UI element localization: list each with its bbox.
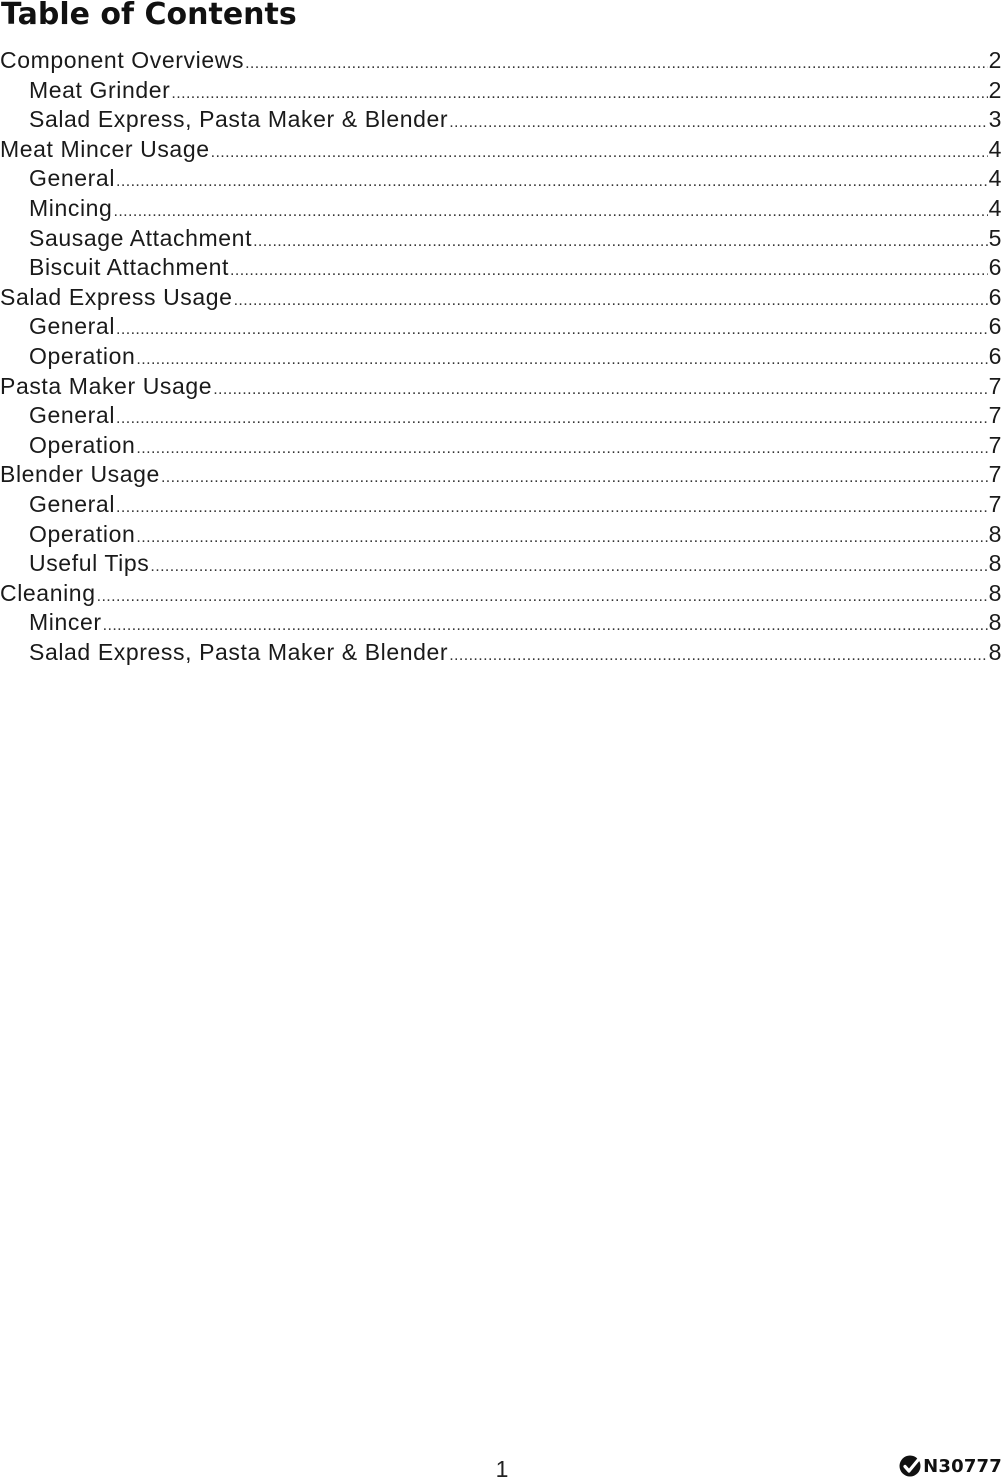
toc-entry-page: 7 — [988, 402, 1002, 429]
toc-entry[interactable] — [0, 520, 1002, 550]
toc-entry-page: 3 — [988, 106, 1002, 133]
dot-leader — [150, 552, 987, 579]
toc-entry-label: Operation — [29, 520, 136, 547]
toc-entry-page: 8 — [988, 638, 1002, 665]
toc-entry[interactable] — [0, 135, 1002, 165]
dot-leader — [116, 404, 988, 431]
toc-entry[interactable] — [0, 283, 1002, 313]
toc-entry-label: Cleaning — [0, 579, 96, 606]
dot-leader — [211, 138, 988, 165]
toc-entry-label: Operation — [29, 431, 136, 458]
toc-entry[interactable] — [0, 460, 1002, 490]
toc-entry-page: 7 — [988, 431, 1002, 458]
dot-leader — [171, 79, 987, 106]
toc-entry-label: Meat Grinder — [29, 76, 171, 103]
toc-entry-page: 6 — [988, 283, 1002, 310]
toc-entry-page: 4 — [988, 135, 1002, 162]
toc-entry-label: General — [29, 490, 116, 517]
toc-entry-label: General — [29, 165, 116, 192]
toc-entry-label: Salad Express, Pasta Maker & Blender — [29, 638, 449, 665]
toc-entry-label: Biscuit Attachment — [29, 254, 229, 281]
toc-entry[interactable] — [0, 401, 1002, 431]
dot-leader — [113, 197, 987, 224]
toc-entry-label: Sausage Attachment — [29, 224, 253, 251]
toc-entry-page: 2 — [988, 47, 1002, 73]
toc-entry-page: 7 — [988, 490, 1002, 517]
toc-entry[interactable] — [0, 312, 1002, 342]
toc-entry-page: 2 — [988, 76, 1002, 103]
toc-entry[interactable] — [0, 490, 1002, 520]
toc-entry[interactable] — [0, 164, 1002, 194]
toc-entry[interactable] — [0, 579, 1002, 609]
toc-entry-page: 7 — [988, 372, 1002, 399]
toc-entry-label: Useful Tips — [29, 550, 150, 577]
toc-entry-label: Mincer — [29, 609, 102, 636]
toc-entry[interactable] — [0, 638, 1002, 668]
dot-leader — [253, 227, 988, 254]
toc-entry[interactable] — [0, 76, 1002, 106]
toc-entry-page: 4 — [988, 165, 1002, 192]
toc-entry-label: Salad Express Usage — [0, 283, 233, 310]
rcm-mark-icon — [899, 1454, 925, 1478]
dot-leader — [116, 315, 988, 342]
toc-entry[interactable] — [0, 105, 1002, 135]
dot-leader — [116, 167, 988, 194]
toc-entry[interactable] — [0, 194, 1002, 224]
page-number: 1 — [495, 1456, 509, 1482]
dot-leader — [116, 493, 988, 520]
toc-entry[interactable] — [0, 549, 1002, 579]
dot-leader — [136, 523, 987, 550]
toc-entry-page: 8 — [988, 609, 1002, 636]
toc-entry-page: 5 — [988, 224, 1002, 251]
toc-entry-page: 8 — [988, 520, 1002, 547]
toc-entry-page: 6 — [988, 254, 1002, 281]
toc-entry[interactable] — [0, 46, 1002, 76]
toc-entry[interactable] — [0, 253, 1002, 283]
toc-entry-label: Operation — [29, 342, 136, 369]
table-of-contents — [0, 46, 1002, 667]
toc-entry-label: Salad Express, Pasta Maker & Blender — [29, 106, 449, 133]
dot-leader — [213, 375, 987, 402]
dot-leader — [136, 345, 987, 372]
toc-entry-page: 6 — [988, 313, 1002, 340]
dot-leader — [230, 256, 988, 283]
toc-entry-page: 7 — [988, 461, 1002, 488]
dot-leader — [161, 463, 988, 490]
toc-entry-page: 8 — [988, 550, 1002, 577]
toc-entry-page: 4 — [988, 194, 1002, 221]
toc-entry-label: Mincing — [29, 194, 113, 221]
toc-entry[interactable] — [0, 342, 1002, 372]
compliance-code: N30777 — [923, 1455, 1002, 1477]
dot-leader — [103, 611, 988, 638]
toc-entry-page: 6 — [988, 342, 1002, 369]
dot-leader — [449, 641, 987, 668]
dot-leader — [234, 286, 988, 313]
toc-entry-label: Blender Usage — [0, 461, 160, 488]
toc-entry-label: General — [29, 402, 116, 429]
dot-leader — [136, 434, 987, 461]
dot-leader — [449, 108, 987, 135]
toc-entry[interactable] — [0, 372, 1002, 402]
toc-entry-label: Component Overviews — [0, 47, 245, 73]
compliance-mark — [899, 1454, 1002, 1478]
toc-entry-page: 8 — [988, 579, 1002, 606]
page-title: Table of Contents — [1, 0, 297, 32]
toc-entry[interactable] — [0, 224, 1002, 254]
toc-entry[interactable] — [0, 431, 1002, 461]
toc-entry-label: General — [29, 313, 116, 340]
toc-entry[interactable] — [0, 608, 1002, 638]
dot-leader — [97, 582, 988, 609]
dot-leader — [245, 49, 988, 76]
toc-entry-label: Pasta Maker Usage — [0, 372, 213, 399]
toc-entry-label: Meat Mincer Usage — [0, 135, 210, 162]
